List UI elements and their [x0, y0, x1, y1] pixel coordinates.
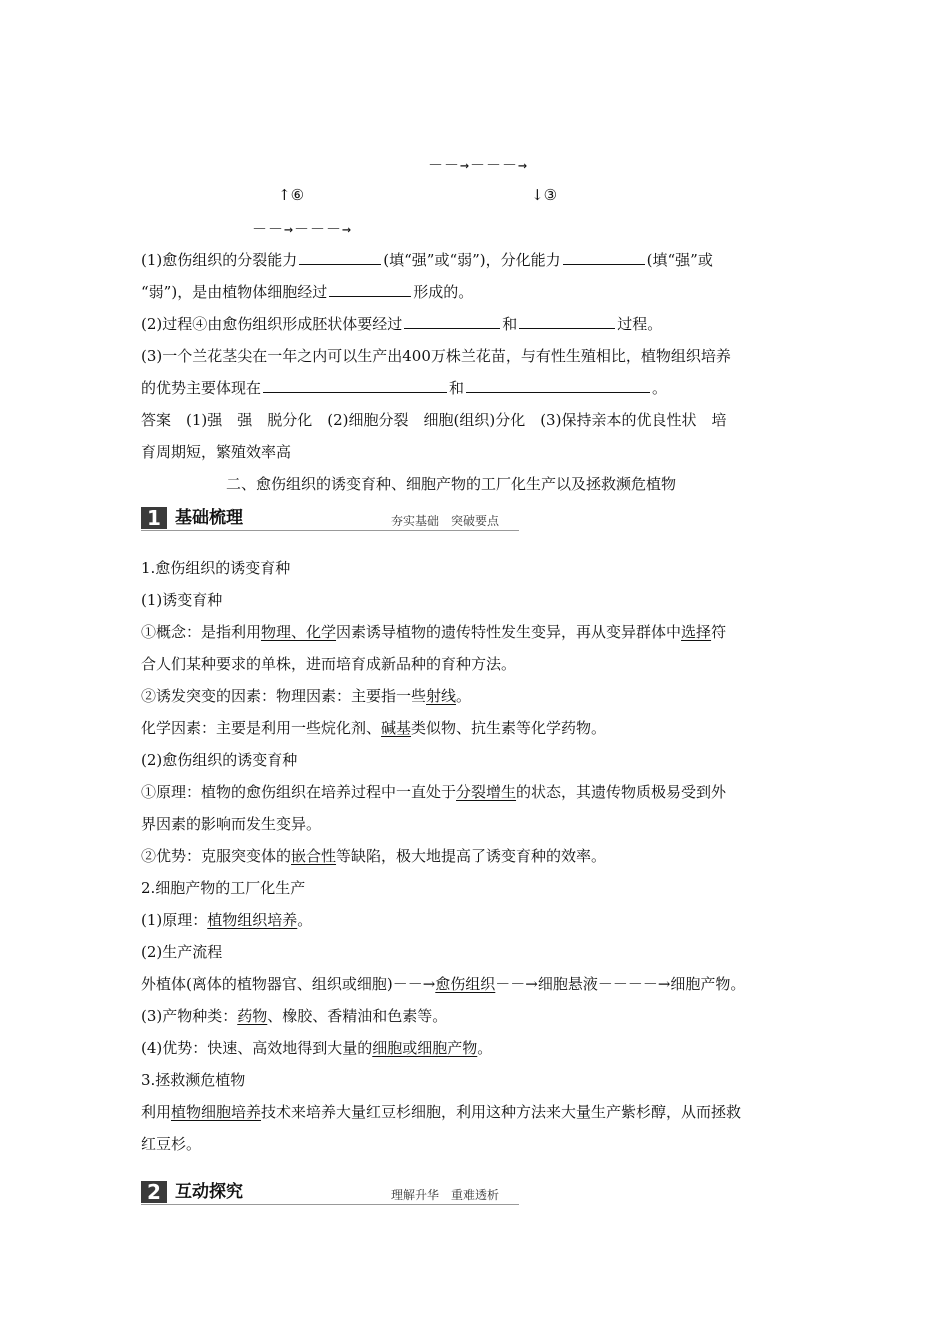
key-term: 射线	[426, 687, 457, 705]
text: 。	[456, 687, 472, 705]
text: ①概念：是指利用	[141, 623, 262, 641]
answer-line-2: 育周期短，繁殖效率高	[141, 443, 292, 461]
production-process-heading: (2)生产流程	[141, 943, 223, 961]
q1-text-d: “弱”)，是由植物体细胞经过	[141, 283, 328, 301]
heading-1: 1.愈伤组织的诱变育种	[141, 559, 291, 577]
answer-line-1: 答案 (1)强 强 脱分化 (2)细胞分裂 细胞(组织)分化 (3)保持亲本的优良性状 培	[141, 411, 727, 429]
text: 。	[297, 911, 313, 929]
text: 。	[477, 1039, 493, 1057]
heading-2: 2.细胞产物的工厂化生产	[141, 879, 306, 897]
production-process	[141, 974, 745, 994]
question-1-line-1	[141, 250, 713, 270]
banner-number: 2	[141, 1181, 167, 1203]
q1-text-a: (1)愈伤组织的分裂能力	[141, 251, 298, 269]
answer-blank	[563, 250, 645, 265]
text: (1)原理：	[141, 911, 208, 929]
answer-blank	[329, 282, 411, 297]
mutagen-chemical	[141, 718, 606, 738]
answer-blank	[519, 314, 615, 329]
q3-text-a: 的优势主要体现在	[141, 379, 262, 397]
heading-3: 3.拯救濒危植物	[141, 1071, 246, 1089]
answer-blank	[404, 314, 500, 329]
q3-text-b: 和	[449, 379, 465, 397]
mutagen-physical	[141, 686, 471, 706]
text: (3)产物种类：	[141, 1007, 238, 1025]
section-banner-explore	[141, 1181, 519, 1203]
banner-rule	[141, 1204, 519, 1205]
key-term: 植物组织培养	[207, 911, 298, 929]
q1-text-b: (填“强”或“弱”)，分化能力	[383, 251, 561, 269]
answer-blank	[299, 250, 381, 265]
principle-line-2: 界因素的影响而发生变异。	[141, 815, 322, 833]
question-2	[141, 314, 662, 334]
q1-text-c: (填“强”或	[646, 251, 713, 269]
text: 外植体(离体的植物器官、组织或细胞)－－→	[141, 975, 436, 993]
key-term: 药物	[237, 1007, 268, 1025]
banner-subtitle: 夯实基础 突破要点	[391, 514, 500, 528]
answer-blank	[466, 378, 650, 393]
diagram-bottom-arrow: －－→－－－→	[252, 220, 353, 238]
section-banner-basics	[141, 507, 519, 529]
text: －－→细胞悬液－－－－→细胞产物。	[495, 975, 746, 993]
diagram-label-left: ↑⑥	[278, 186, 305, 204]
text: (4)优势：快速、高效地得到大量的	[141, 1039, 373, 1057]
concept-line-1	[141, 622, 726, 642]
text: ②优势：克服突变体的	[141, 847, 292, 865]
diagram-label-right: ↓③	[531, 186, 558, 204]
production-advantage	[141, 1038, 492, 1058]
q3-text-c: 。	[652, 379, 668, 397]
question-1-line-2	[141, 282, 473, 302]
section-title: 二、愈伤组织的诱变育种、细胞产物的工厂化生产以及拯救濒危植物	[226, 475, 677, 493]
key-term: 分裂增生	[456, 783, 517, 801]
q1-text-e: 形成的。	[413, 283, 474, 301]
text: 符	[711, 623, 727, 641]
production-principle	[141, 910, 312, 930]
key-term: 碱基	[381, 719, 412, 737]
key-term: 愈伤组织	[435, 975, 496, 993]
key-term: 植物细胞培养	[171, 1103, 262, 1121]
text: 因素诱导植物的遗传特性发生变异，再从变异群体中	[336, 623, 682, 641]
banner-number: 1	[141, 507, 167, 529]
key-term: 嵌合性	[291, 847, 337, 865]
key-term: 物理、化学	[261, 623, 337, 641]
q2-text-a: (2)过程④由愈伤组织形成胚状体要经过	[141, 315, 403, 333]
text: ②诱发突变的因素：物理因素：主要指一些	[141, 687, 427, 705]
question-3-line-1: (3)一个兰花茎尖在一年之内可以生产出400万株兰花苗，与有性生殖相比，植物组织培养	[141, 347, 731, 365]
question-3-line-2	[141, 378, 667, 398]
rescue-line-2: 红豆杉。	[141, 1135, 202, 1153]
concept-line-2: 合人们某种要求的单株，进而培育成新品种的育种方法。	[141, 655, 517, 673]
q2-text-b: 和	[502, 315, 518, 333]
text: 利用	[141, 1103, 172, 1121]
text: 技术来培养大量红豆杉细胞，利用这种方法来大量生产紫杉醇，从而拯救	[261, 1103, 742, 1121]
answer-blank	[263, 378, 447, 393]
text: 、橡胶、香精油和色素等。	[267, 1007, 448, 1025]
key-term: 选择	[681, 623, 712, 641]
text: 等缺陷，极大地提高了诱变育种的效率。	[336, 847, 607, 865]
text: ①原理：植物的愈伤组织在培养过程中一直处于	[141, 783, 457, 801]
product-types	[141, 1006, 447, 1026]
text: 类似物、抗生素等化学药物。	[411, 719, 607, 737]
subheading-1: (1)诱变育种	[141, 591, 223, 609]
banner-subtitle: 理解升华 重难透析	[391, 1188, 500, 1202]
key-term: 细胞或细胞产物	[372, 1039, 478, 1057]
text: 化学因素：主要是利用一些烷化剂、	[141, 719, 382, 737]
q2-text-c: 过程。	[617, 315, 663, 333]
banner-title: 互动探究	[175, 1182, 243, 1202]
principle-line-1	[141, 782, 726, 802]
banner-rule	[141, 530, 519, 531]
text: 的状态，其遗传物质极易受到外	[516, 783, 727, 801]
rescue-line-1	[141, 1102, 741, 1122]
banner-title: 基础梳理	[175, 508, 243, 528]
subheading-2: (2)愈伤组织的诱变育种	[141, 751, 298, 769]
advantage-line	[141, 846, 606, 866]
diagram-top-arrow: －－→－－－→	[428, 156, 529, 174]
